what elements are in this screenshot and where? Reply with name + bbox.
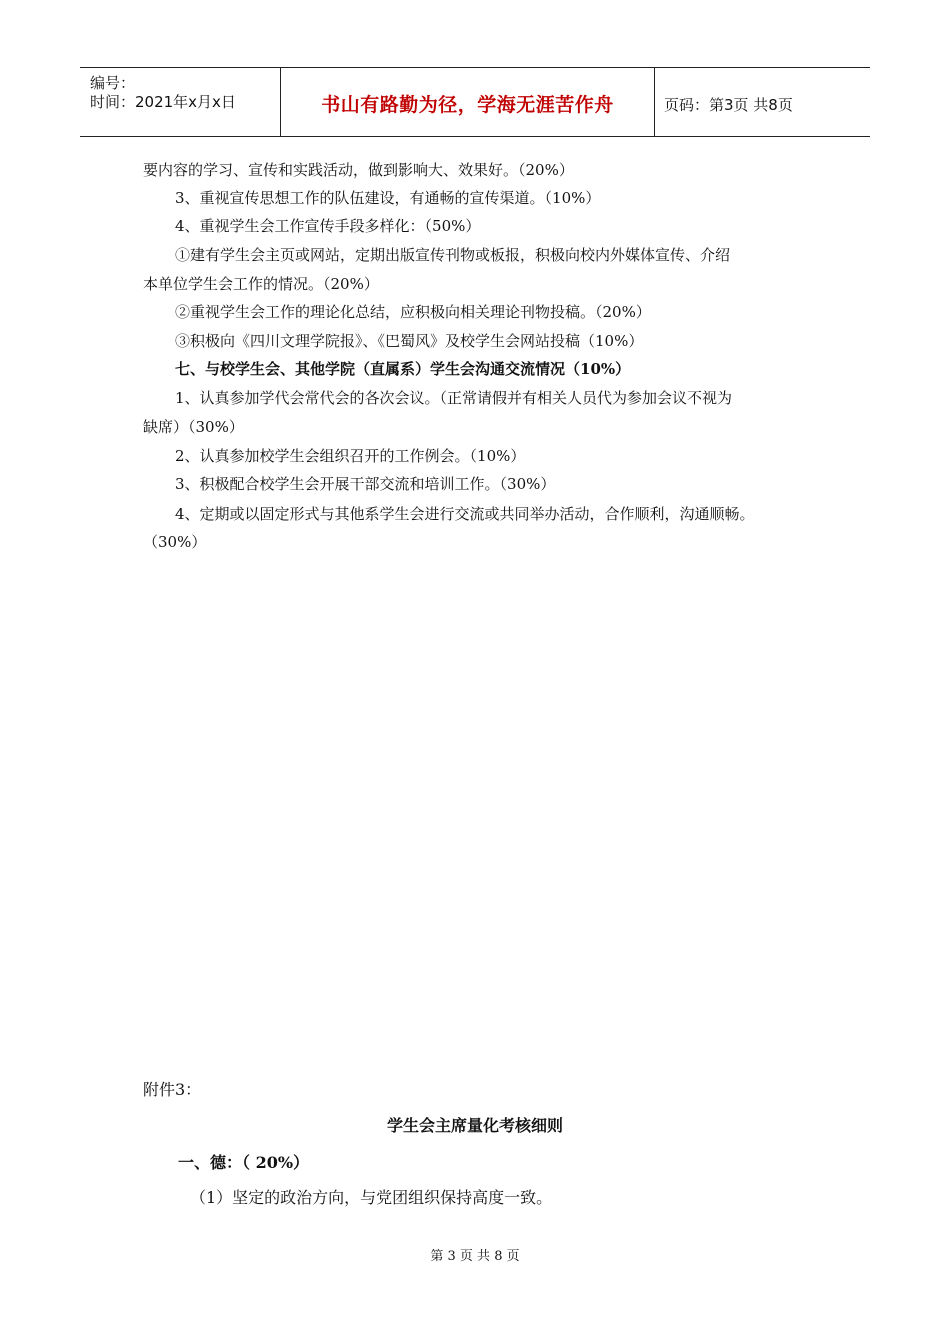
section-seven-heading: 七、与校学生会、其他学院（直属系）学生会沟通交流情况（10%）	[175, 360, 631, 378]
body-line: （30%）	[143, 533, 207, 551]
body-line: 4、重视学生会工作宣传手段多样化：（50%）	[175, 217, 481, 235]
header-meta-cell	[80, 68, 280, 136]
body-line: 3、重视宣传思想工作的队伍建设，有通畅的宣传渠道。（10%）	[175, 189, 601, 207]
doc-title: 学生会主席量化考核细则	[386, 1116, 563, 1135]
header-motto-cell	[280, 68, 655, 136]
body-line: 缺席）（30%）	[143, 418, 244, 436]
attachment-label: 附件3：	[143, 1080, 202, 1099]
body-line: 要内容的学习、宣传和实践活动，做到影响大、效果好。（20%）	[143, 161, 574, 179]
number-label: 编号：	[90, 74, 136, 92]
page-footer: 第 3 页 共 8 页	[430, 1249, 520, 1264]
body-line: ③积极向《四川文理学院报》、《巴蜀风》及校学生会网站投稿（10%）	[175, 332, 644, 350]
motto-text: 书山有路勤为径，学海无涯苦作舟	[321, 94, 614, 116]
section-heading: 一、德：（ 20%）	[178, 1153, 310, 1172]
body-line: 4、定期或以固定形式与其他系学生会进行交流或共同举办活动，合作顺利，沟通顺畅。	[175, 505, 755, 523]
body-line: 3、积极配合校学生会开展干部交流和培训工作。（30%）	[175, 475, 556, 493]
header-page-cell	[654, 68, 870, 136]
body-line: 2、认真参加校学生会组织召开的工作例会。（10%）	[175, 447, 526, 465]
item-line: （1）坚定的政治方向，与党团组织保持高度一致。	[190, 1188, 553, 1207]
body-line: ①建有学生会主页或网站，定期出版宣传刊物或板报，积极向校内外媒体宣传、介绍	[175, 246, 731, 264]
body-line: 本单位学生会工作的情况。（20%）	[143, 275, 379, 293]
document-header	[80, 67, 870, 137]
page-label: 页码：第3页 共8页	[664, 96, 793, 114]
body-line: 1、认真参加学代会常代会的各次会议。（正常请假并有相关人员代为参加会议不视为	[175, 389, 733, 407]
time-label: 时间：2021年x月x日	[90, 93, 236, 111]
body-line: ②重视学生会工作的理论化总结，应积极向相关理论刊物投稿。（20%）	[175, 303, 651, 321]
